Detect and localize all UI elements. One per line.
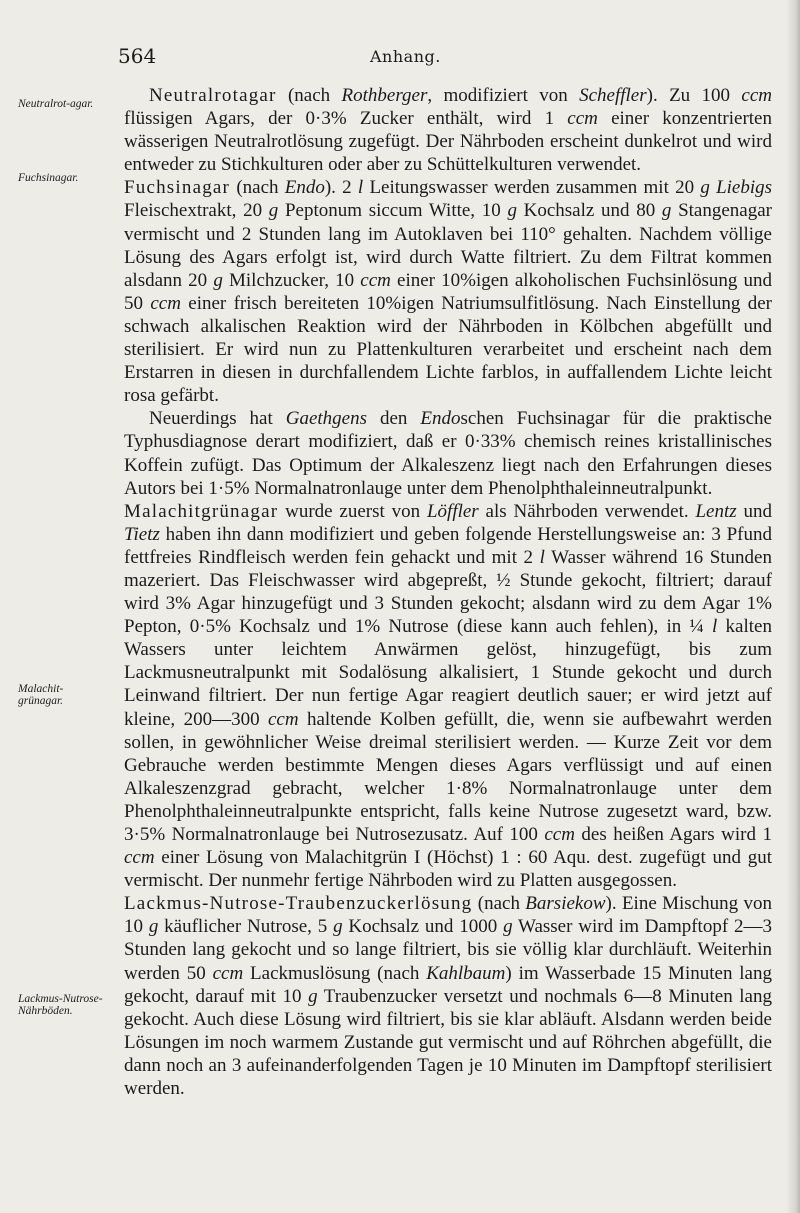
term-fuchsinagar: Fuchsinagar	[124, 177, 231, 199]
author: Endo	[284, 177, 325, 199]
paragraph-fuchsinagar: Fuchsinagar (nach Endo). 2 l Leitungswasser werden zusammen mit 20 g Liebigs Fleischextrakt, 20 g Peptonum siccum Witte, 10 g Kochsalz und 80 g Stangenagar vermischt und 2 Stunden lang im Autoklaven bei 110° gehalten. Nachdem völlige Lösung des Agars erfolgt ist, wird durch Watte filtriert. Zu dem Filtrat kommen alsdann 20 g Milchzucker, 10 ccm einer 10%igen alkoholischen Fuchsinlösung und 50 ccm einer frisch bereiteten 10%igen Natriumsulfitlösung. Nach Einstellung der schwach alkalischen Reaktion wird der Nährboden in Kölbchen abgefüllt und sterilisiert. Er wird nun zu Plattenkulturen verarbeitet und erscheint nach dem Erstarren in diesen in durchfallendem Lichte farblos, in auffallendem Lichte leicht rosa gefärbt.	[124, 177, 773, 407]
author: Kahlbaum	[426, 962, 506, 984]
author: Barsiekow	[525, 893, 606, 915]
page-header	[0, 44, 800, 74]
paragraph-neutralrotagar: Neutralrotagar (nach Rothberger, modifiziert von Scheffler). Zu 100 ccm flüssigen Agars, der 0·3% Zucker enthält, wird 1 ccm einer konzentrierten wässerigen Neutralrotlösung zugefügt. Der Nährboden erscheint dunkelrot und wird entweder zu Stichkulturen oder aber zu Schüttelkulturen verwendet.	[124, 85, 772, 176]
margin-note-malachit: Malachit-grünagar.	[18, 683, 64, 707]
author: Löffler	[426, 500, 479, 522]
paragraph-malachitgruenagar: Malachitgrünagar wurde zuerst von Löffler als Nährboden verwendet. Lentz und Tietz haben ihn dann modifiziert und geben folgende Herstellungsweise an: 3 Pfund fettfreies Rindfleisch werden fein gehackt und mit 2 l Wasser während 16 Stunden mazeriert. Das Fleischwasser wird abgepreßt, ½ Stunde gekocht, filtriert; darauf wird 3% Agar hinzugefügt und 3 Stunden gekocht; alsdann wird zu dem Agar 1% Pepton, 0·5% Kochsalz und 1% Nutrose (diese kann auch fehlen), in ¼ l kalten Wassers unter leichtem Anwärmen gelöst, hinzugefügt, bis zum Lackmusneutralpunkt mit Sodalösung alkalisiert, 1 Stunde gekocht und durch Leinwand filtriert. Der nun fertige Agar reagiert deutlich sauer; er wird jetzt auf kleine, 200—300 ccm haltende Kolben gefüllt, die, wenn sie aufbewahrt werden sollen, in gewöhnlicher Weise dreimal sterilisiert werden. — Kurze Zeit vor dem Gebrauche werden bestimmte Mengen dieses Agars verflüssigt und auf einen Alkaleszenzgrad gebracht, welcher 1·8% Normalnatronlauge unter dem Phenolphthaleinneutralpunkte entspricht, falls keine Nutrose zugesetzt ward, bzw. 3·5% Normalnatronlauge bei Nutrosezusatz. Auf 100 ccm des heißen Agars wird 1 ccm einer Lösung von Malachitgrün I (Höchst) 1 : 60 Aqu. dest. zugefügt und gut vermischt. Der nunmehr fertige Nährboden wird zu Platten ausgegossen.	[124, 500, 772, 892]
paragraph-gaethgens: Neuerdings hat Gaethgens den Endoschen Fuchsinagar für die praktische Typhusdiagnose derart modifiziert, daß er 0·33% chemisch reines kristallinisches Koffein zufügt. Das Optimum der Alkaleszenz liegt nach den Erfahrungen dieses Autors bei 1·5% Normalnatronlauge unter dem Phenolphthaleinneutralpunkt.	[124, 408, 772, 499]
running-head: Anhang.	[370, 47, 441, 66]
margin-note-neutralrot: Neutralrot-agar.	[18, 98, 94, 110]
author: Tietz	[124, 523, 160, 545]
page-edge-shadow	[786, 0, 800, 1213]
body-text	[124, 84, 772, 1100]
author: Lentz	[695, 500, 737, 522]
author: Scheffler	[579, 85, 647, 106]
term-lackmus: Lackmus-Nutrose-Traubenzuckerlösung	[124, 893, 473, 915]
author: Liebigs	[716, 177, 773, 199]
margin-note-fuchsin: Fuchsinagar.	[18, 172, 79, 184]
term-neutralrotagar: Neutralrotagar	[149, 85, 277, 106]
term-malachitgruenagar: Malachitgrünagar	[124, 500, 279, 522]
author: Gaethgens	[285, 408, 368, 430]
page-number: 564	[118, 44, 157, 68]
margin-note-lackmus: Lackmus-Nutrose-Nährböden.	[18, 993, 103, 1017]
author: Endo	[420, 408, 461, 430]
paragraph-lackmus: Lackmus-Nutrose-Traubenzuckerlösung (nach Barsiekow). Eine Mischung von 10 g käuflicher Nutrose, 5 g Kochsalz und 1000 g Wasser wird im Dampftopf 2—3 Stunden lang gekocht und so lange filtriert, bis sie völlig klar durchläuft. Weiterhin werden 50 ccm Lackmuslösung (nach Kahlbaum) im Wasserbade 15 Minuten lang gekocht, darauf mit 10 g Traubenzucker versetzt und nochmals 6—8 Minuten lang gekocht. Auch diese Lösung wird filtriert, bis sie klar abläuft. Alsdann werden beide Lösungen im noch warmem Zustande gut vermischt und auf Röhrchen abgefüllt, die dann noch an 3 aufeinanderfolgenden Tagen je 10 Minuten im Dampftopf sterilisiert werden.	[124, 893, 772, 1100]
author: Rothberger	[341, 85, 428, 106]
